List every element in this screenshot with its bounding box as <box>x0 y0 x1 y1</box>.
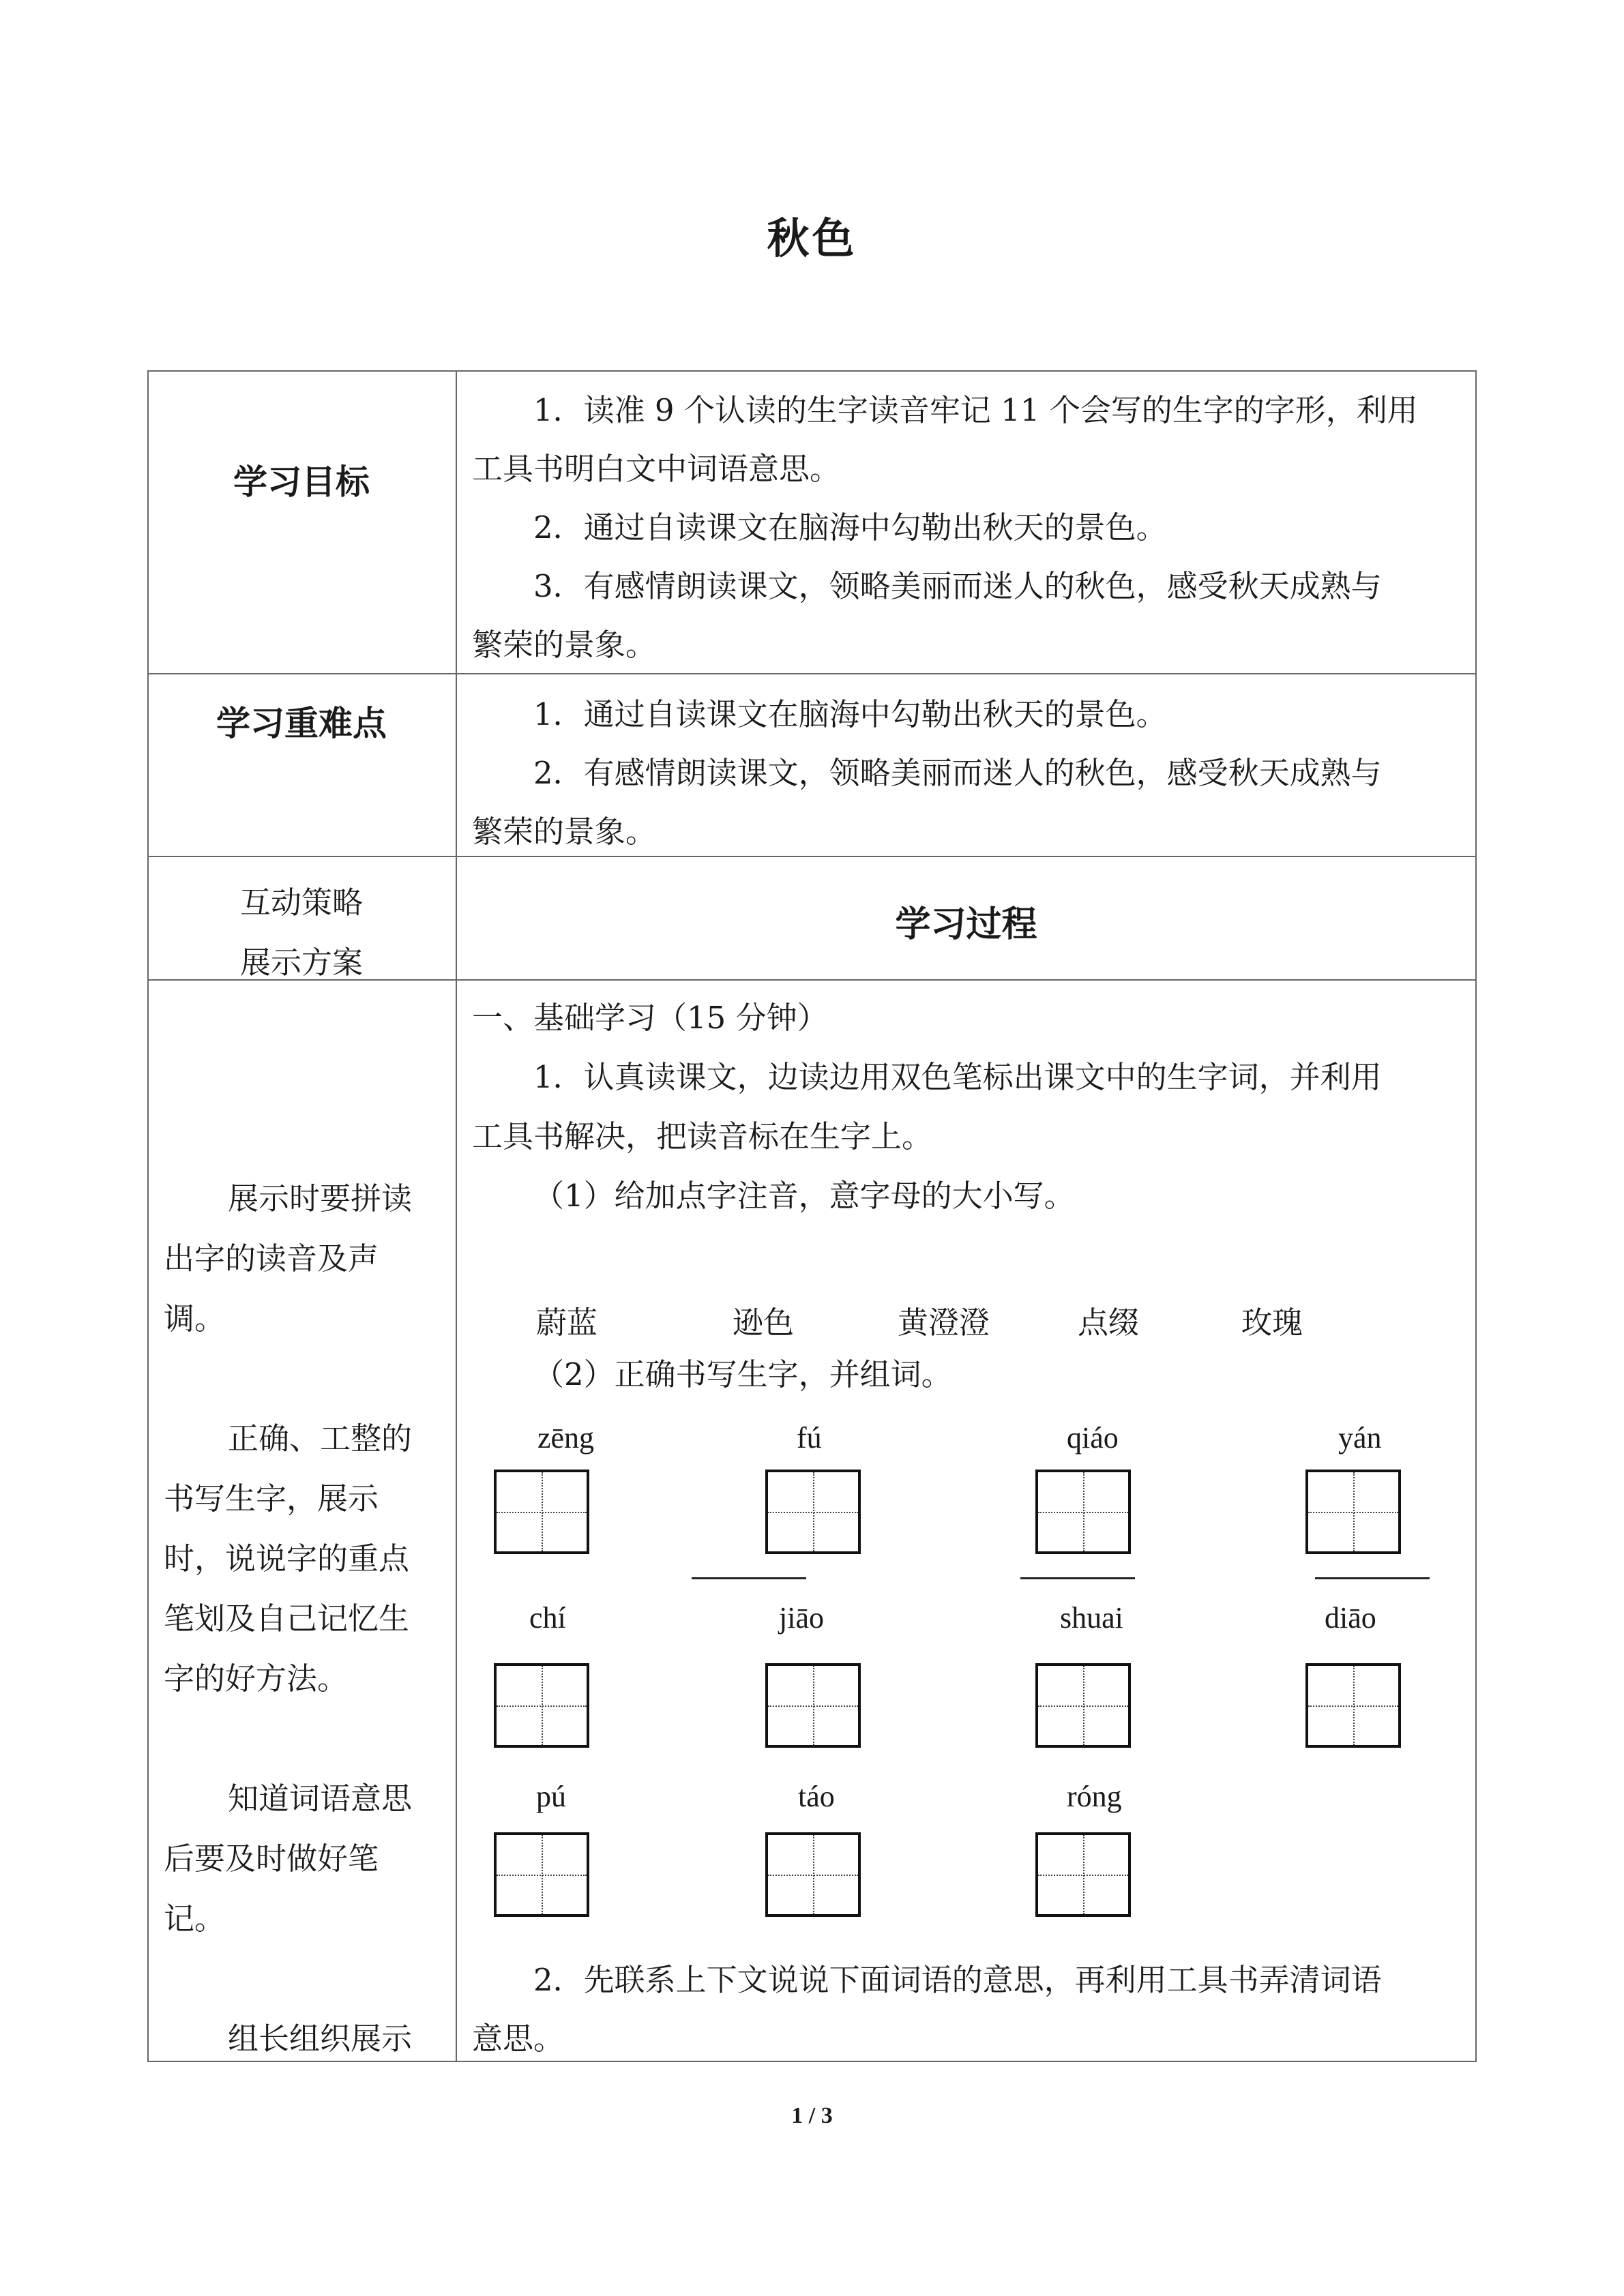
lesson-table <box>147 370 1477 2062</box>
table-border-left <box>147 370 149 2062</box>
task-line: 1．认真读课文，边读边用双色笔标出课文中的生字词，并利用 <box>533 1059 1382 1095</box>
vocab-word: 蔚蓝 <box>536 1304 598 1341</box>
table-column-divider <box>456 370 457 2062</box>
strategy-label: 展示方案 <box>239 944 363 981</box>
left-note-line: 记。 <box>164 1900 226 1937</box>
strategy-label: 互动策略 <box>239 884 363 921</box>
key-point-line: 繁荣的景象。 <box>472 814 657 850</box>
pinyin-label: qiáo <box>1067 1421 1119 1455</box>
answer-underline[interactable] <box>692 1577 806 1579</box>
objective-line: 2．通过自读课文在脑海中勾勒出秋天的景色。 <box>533 509 1167 546</box>
pinyin-label: jiāo <box>779 1601 824 1635</box>
writing-grid-box[interactable] <box>1305 1470 1401 1554</box>
vocab-word: 点缀 <box>1078 1304 1140 1341</box>
pinyin-label: róng <box>1067 1780 1122 1813</box>
writing-grid-box[interactable] <box>765 1832 861 1917</box>
left-note-line: 字的好方法。 <box>164 1660 349 1697</box>
left-note-line: 正确、工整的 <box>228 1420 413 1457</box>
objective-line: 工具书明白文中词语意思。 <box>472 451 841 487</box>
table-row-divider <box>147 856 1477 857</box>
pinyin-label: diāo <box>1325 1601 1376 1635</box>
vocab-word: 玫瑰 <box>1241 1304 1303 1341</box>
left-note-line: 后要及时做好笔 <box>164 1840 379 1877</box>
document-title: 秋色 <box>767 213 857 263</box>
answer-underline[interactable] <box>1315 1577 1430 1579</box>
process-header: 学习过程 <box>895 904 1037 945</box>
left-note-line: 笔划及自己记忆生 <box>164 1600 410 1637</box>
left-note-line: 组长组织展示 <box>228 2021 413 2057</box>
answer-underline[interactable] <box>1020 1577 1135 1579</box>
pinyin-label: táo <box>798 1780 835 1813</box>
key-points-label: 学习重难点 <box>216 704 387 743</box>
left-note-line: 时，说说字的重点 <box>164 1540 410 1577</box>
table-border-bottom <box>147 2061 1477 2062</box>
writing-grid-box[interactable] <box>1035 1470 1131 1554</box>
task-line: 意思。 <box>472 2021 565 2057</box>
key-point-line: 2．有感情朗读课文，领略美丽而迷人的秋色，感受秋天成熟与 <box>533 755 1382 791</box>
left-note-line: 展示时要拼读 <box>228 1180 413 1217</box>
objective-line: 1．读准 9 个认读的生字读音牢记 11 个会写的生字的字形，利用 <box>533 392 1418 428</box>
task-line: 2．先联系上下文说说下面词语的意思，再利用工具书弄清词语 <box>533 1962 1382 1998</box>
writing-grid-box[interactable] <box>494 1470 589 1554</box>
writing-grid-box[interactable] <box>765 1663 861 1748</box>
left-note-line: 书写生字，展示 <box>164 1480 379 1517</box>
writing-grid-box[interactable] <box>494 1832 589 1917</box>
left-note-line: 知道词语意思 <box>228 1780 413 1817</box>
subtask-line: （1）给加点字注音，意字母的大小写。 <box>533 1178 1075 1214</box>
writing-grid-box[interactable] <box>494 1663 589 1748</box>
writing-grid-box[interactable] <box>1035 1832 1131 1917</box>
pinyin-label: zēng <box>537 1421 595 1455</box>
left-note-line: 调。 <box>164 1300 226 1337</box>
key-point-line: 1．通过自读课文在脑海中勾勒出秋天的景色。 <box>533 696 1167 732</box>
pinyin-label: fú <box>797 1421 822 1455</box>
task-line: 工具书解决，把读音标在生字上。 <box>472 1118 933 1154</box>
section-heading: 一、基础学习（15 分钟） <box>472 1000 828 1036</box>
objectives-label: 学习目标 <box>233 462 370 502</box>
pinyin-label: shuai <box>1060 1601 1123 1635</box>
pinyin-label: pú <box>536 1780 566 1813</box>
writing-grid-box[interactable] <box>765 1470 861 1554</box>
writing-grid-box[interactable] <box>1305 1663 1401 1748</box>
subtask-line: （2）正确书写生字，并组词。 <box>533 1356 952 1392</box>
table-border-right <box>1475 370 1477 2062</box>
objective-line: 3．有感情朗读课文，领略美丽而迷人的秋色，感受秋天成熟与 <box>533 568 1382 604</box>
table-border-top <box>147 370 1477 372</box>
vocab-word: 逊色 <box>733 1304 795 1341</box>
pinyin-label: chí <box>529 1601 566 1635</box>
writing-grid-box[interactable] <box>1035 1663 1131 1748</box>
vocab-word: 黄澄澄 <box>898 1304 990 1341</box>
objective-line: 繁荣的景象。 <box>472 627 657 663</box>
pinyin-label: yán <box>1338 1421 1382 1455</box>
table-row-divider <box>147 673 1477 674</box>
left-note-line: 出字的读音及声 <box>164 1240 379 1277</box>
page-number: 1 / 3 <box>791 2103 833 2128</box>
